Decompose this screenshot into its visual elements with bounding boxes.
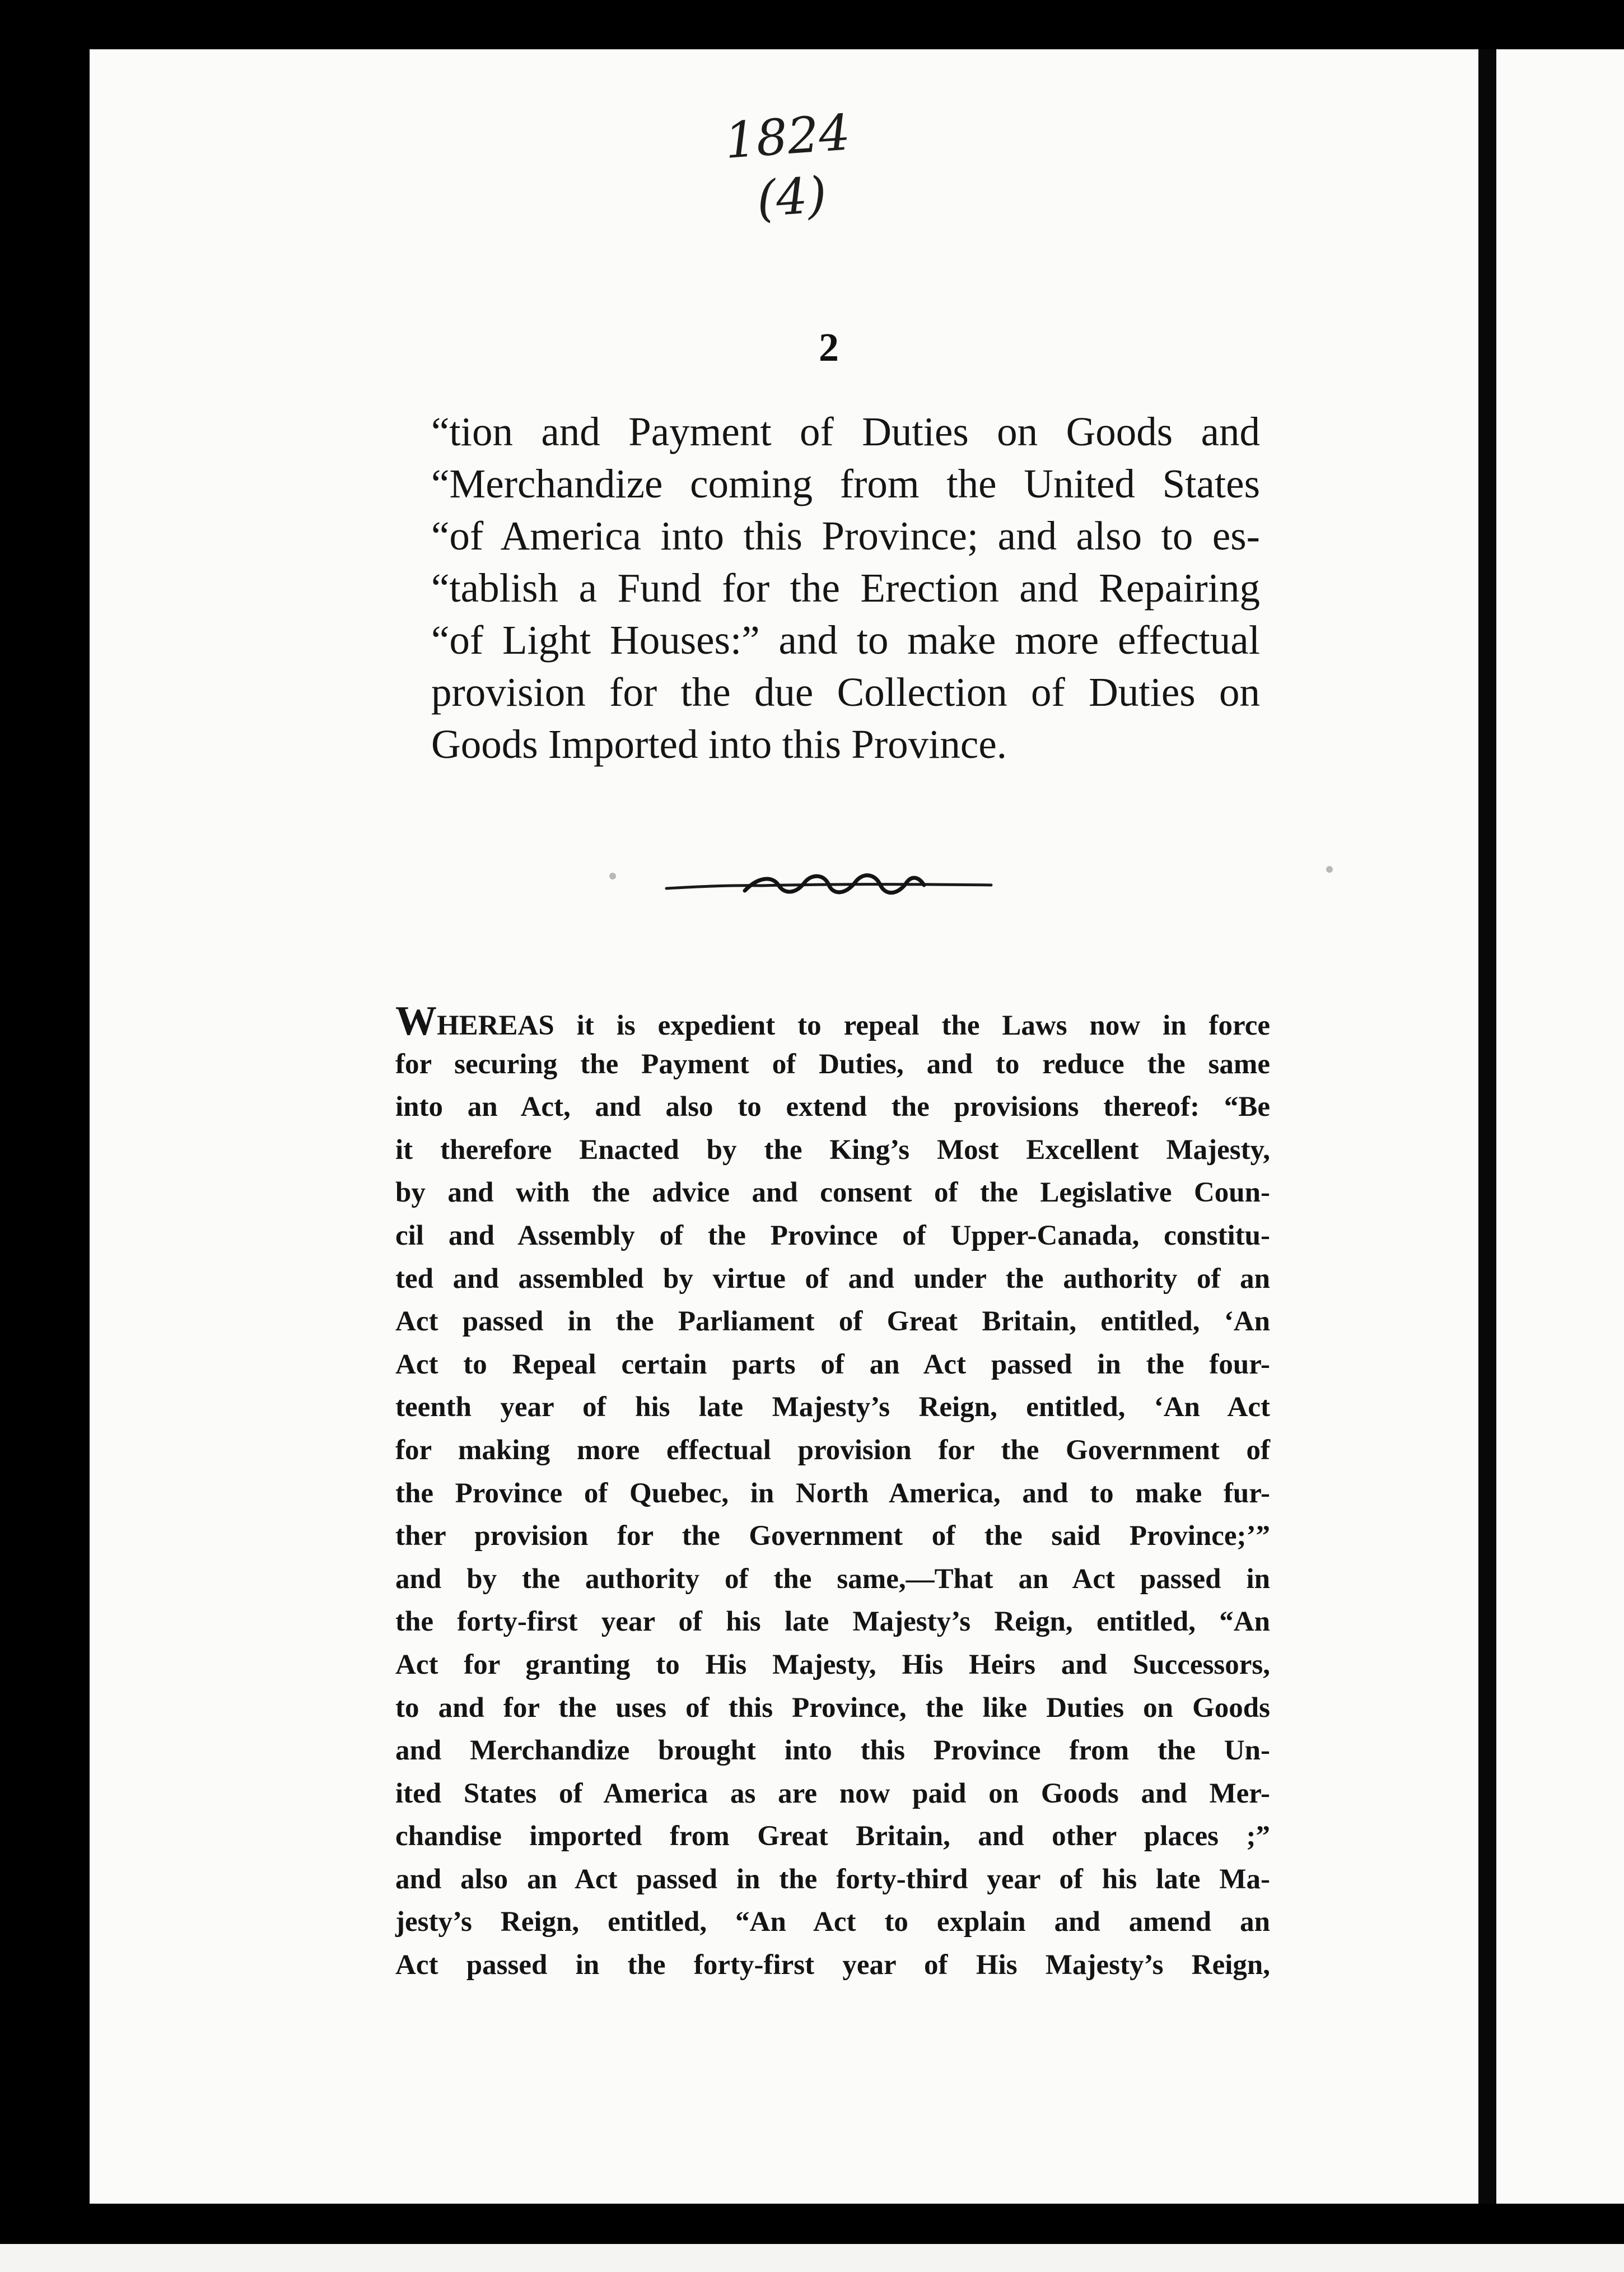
- body-line: and Merchandize brought into this Province from the Un-: [395, 1735, 1270, 1767]
- dust-speck: [1326, 866, 1333, 873]
- act-title-continuation: [431, 406, 1260, 770]
- handwritten-number: (4): [754, 165, 829, 229]
- body-line: cil and Assembly of the Province of Upper-Canada, constitu-: [395, 1219, 1270, 1251]
- body-line: jesty’s Reign, entitled, “An Act to explain and amend an: [395, 1906, 1270, 1938]
- title-line: “of Light Houses:” and to make more effectual: [431, 617, 1260, 663]
- drop-cap-initial: W: [395, 998, 437, 1044]
- title-line: provision for the due Collection of Duties on: [431, 669, 1260, 715]
- body-line: Act passed in the forty-first year of His Majesty’s Reign,: [395, 1949, 1270, 1981]
- dust-speck: [609, 873, 616, 879]
- body-line: ted and assembled by virtue of and under the authority of an: [395, 1263, 1270, 1295]
- title-line: “Merchandize coming from the United States: [431, 461, 1260, 506]
- page-gutter-shadow: [1478, 49, 1496, 2204]
- title-line: Goods Imported into this Province.: [431, 721, 1007, 767]
- body-line: and also an Act passed in the forty-third year of his late Ma-: [395, 1863, 1270, 1895]
- decorative-ornament: [661, 868, 997, 902]
- adjacent-page-edge: [1496, 49, 1624, 2204]
- body-line: it therefore Enacted by the King’s Most Excellent Majesty,: [395, 1134, 1270, 1166]
- body-line: Act passed in the Parliament of Great Britain, entitled, ‘An: [395, 1306, 1270, 1338]
- body-line: Act for granting to His Majesty, His Heirs and Successors,: [395, 1649, 1270, 1680]
- first-word-rest: HEREAS: [437, 1010, 554, 1041]
- body-line: chandise imported from Great Britain, and other places ;”: [395, 1821, 1270, 1852]
- body-line: the forty-first year of his late Majesty’s Reign, entitled, “An: [395, 1606, 1270, 1638]
- body-line: to and for the uses of this Province, the like Duties on Goods: [395, 1692, 1270, 1724]
- body-line: Act to Repeal certain parts of an Act passed in the four-: [395, 1348, 1270, 1380]
- next-page-edge: [0, 2244, 1624, 2272]
- body-line-first: [395, 1000, 1270, 1043]
- page-number: 2: [819, 325, 839, 370]
- first-line-rest: it is expedient to repeal the Laws now in force: [554, 1010, 1270, 1041]
- title-line: “tablish a Fund for the Erection and Repairing: [431, 565, 1260, 611]
- handwritten-year: 1824: [722, 103, 852, 170]
- handwritten-note: [718, 102, 861, 232]
- body-line: into an Act, and also to extend the provisions thereof: “Be: [395, 1091, 1270, 1123]
- body-line: teenth year of his late Majesty’s Reign, entitled, ‘An Act: [395, 1391, 1270, 1423]
- title-line: “of America into this Province; and also to es-: [431, 513, 1260, 558]
- title-line: “tion and Payment of Duties on Goods and: [431, 409, 1260, 454]
- body-line: for making more effectual provision for the Government of: [395, 1434, 1270, 1466]
- body-line: ther provision for the Government of the said Province;’”: [395, 1520, 1270, 1552]
- body-line: by and with the advice and consent of the Legislative Coun-: [395, 1177, 1270, 1209]
- body-line: and by the authority of the same,—That an Act passed in: [395, 1563, 1270, 1595]
- body-line: the Province of Quebec, in North America, and to make fur-: [395, 1477, 1270, 1509]
- act-body-text: [395, 1000, 1270, 1987]
- body-line: for securing the Payment of Duties, and to reduce the same: [395, 1048, 1270, 1080]
- body-line: ited States of America as are now paid on Goods and Mer-: [395, 1777, 1270, 1809]
